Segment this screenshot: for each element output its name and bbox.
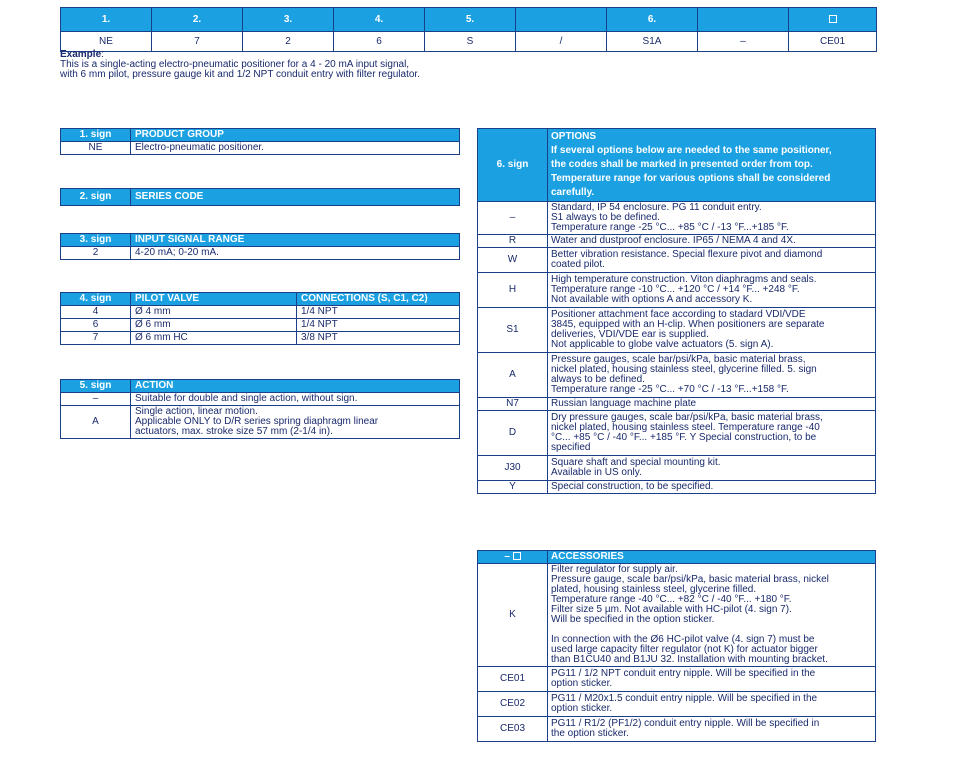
options-title-line: OPTIONS	[551, 131, 597, 142]
table-row	[61, 406, 460, 439]
desc-line: 3845, equipped with an H-clip. When positioners are separate	[551, 319, 825, 330]
code-cell: D	[478, 411, 548, 456]
code-bar-header	[516, 8, 607, 32]
table-row	[61, 142, 460, 155]
table-row	[61, 393, 460, 406]
code-bar-value: S	[425, 32, 516, 52]
desc-line: Better vibration resistance. Special flexure pivot and diamond	[551, 249, 823, 260]
desc-line: Pressure gauge, scale bar/psi/kPa, basic material brass, nickel	[551, 574, 829, 585]
options-title-line: the codes shall be marked in presented order from top.	[551, 159, 813, 170]
desc-line: option sticker.	[551, 678, 613, 689]
code-cell: S1	[478, 308, 548, 353]
code-cell: 2	[61, 247, 131, 260]
code-bar-header: 1.	[61, 8, 152, 32]
desc-line: Russian language machine plate	[551, 398, 697, 409]
code-cell: K	[478, 564, 548, 667]
code-cell: 6	[61, 319, 131, 332]
code-bar-value: S1A	[607, 32, 698, 52]
code-bar-value: –	[698, 32, 789, 52]
code-cell: CE02	[478, 692, 548, 717]
desc-cell	[548, 273, 876, 308]
desc-line: Suitable for double and single action, without sign.	[135, 393, 358, 404]
desc-line: Not applicable to globe valve actuators (5. sign A).	[551, 339, 774, 350]
code-cell: 7	[61, 332, 131, 345]
desc-line: Will be specified in the option sticker.	[551, 614, 715, 625]
code-bar-table	[60, 7, 877, 52]
desc-line: specified	[551, 442, 591, 453]
desc-line: Temperature range -10 °C... +120 °C / +14 °F... +248 °F.	[551, 284, 800, 295]
code-bar-value: NE	[61, 32, 152, 52]
sign4-header	[61, 293, 460, 306]
desc-line: High temperature construction. Viton diaphragms and seals.	[551, 274, 817, 285]
desc-cell: Ø 6 mm	[131, 319, 297, 332]
section-title: PILOT VALVE	[131, 293, 297, 306]
desc-cell	[548, 353, 876, 398]
sign2-table	[60, 188, 460, 206]
options-title-line: Temperature range for various options shall be considered	[551, 173, 831, 184]
code-bar-value: 6	[334, 32, 425, 52]
desc-cell: 4-20 mA; 0-20 mA.	[131, 247, 460, 260]
desc-line: Temperature range -25 °C... +85 °C / -13 °F...+185 °F.	[551, 222, 789, 233]
desc-line: always to be defined.	[551, 374, 645, 385]
desc-cell: Electro-pneumatic positioner.	[131, 142, 460, 155]
desc-line: Water and dustproof enclosure. IP65 / NEMA 4 and 4X.	[551, 235, 796, 246]
desc-line: used large capacity filter regulator (not K) for actuator bigger	[551, 644, 818, 655]
desc-line: Filter regulator for supply air.	[551, 564, 678, 575]
options-table	[477, 128, 876, 494]
sign-label: 4. sign	[61, 293, 131, 306]
sign1-header	[61, 129, 460, 142]
desc-line: °C... +85 °C / -40 °F... +185 °F. Y Special construction, to be	[551, 432, 817, 443]
desc-cell	[548, 692, 876, 717]
sign2-header	[61, 189, 460, 206]
desc-line: PG11 / 1/2 NPT conduit entry nipple. Will be specified in the	[551, 668, 816, 679]
section-title: INPUT SIGNAL RANGE	[131, 234, 460, 247]
desc-cell	[548, 456, 876, 481]
desc-cell: Ø 4 mm	[131, 306, 297, 319]
table-row	[478, 564, 876, 667]
desc-cell	[548, 717, 876, 742]
table-row	[61, 319, 460, 332]
table-row	[61, 306, 460, 319]
conn-cell: 1/4 NPT	[297, 319, 460, 332]
code-bar-value: 7	[152, 32, 243, 52]
desc-cell	[131, 393, 460, 406]
accessories-table	[477, 550, 876, 742]
desc-line: Standard, IP 54 enclosure. PG 11 conduit entry.	[551, 202, 762, 213]
table-row	[478, 248, 876, 273]
desc-line: Special construction, to be specified.	[551, 481, 714, 492]
desc-line: Available in US only.	[551, 467, 642, 478]
desc-line: Temperature range -25 °C... +70 °C / -13 °F...+158 °F.	[551, 384, 789, 395]
desc-line: option sticker.	[551, 703, 613, 714]
sign5-table	[60, 379, 460, 439]
code-bar-header: 4.	[334, 8, 425, 32]
code-cell: J30	[478, 456, 548, 481]
sign-label: 3. sign	[61, 234, 131, 247]
code-cell: 4	[61, 306, 131, 319]
table-row	[478, 353, 876, 398]
section-title: ACTION	[131, 380, 460, 393]
square-icon	[829, 15, 837, 23]
code-cell: Y	[478, 481, 548, 494]
desc-cell	[548, 398, 876, 411]
example-line: This is a single-acting electro-pneumatic positioner for a 4 - 20 mA input signal,	[60, 59, 410, 70]
example-line: with 6 mm pilot, pressure gauge kit and 1/2 NPT conduit entry with filter regulator.	[60, 69, 420, 80]
desc-line: PG11 / M20x1.5 conduit entry nipple. Will be specified in the	[551, 693, 818, 704]
code-bar-value-row	[61, 32, 877, 52]
example-text: Example: This is a single-acting electro-pneumatic positioner for a 4 - 20 mA input signal, with 6 mm pilot, pressure gauge kit and 1/2 NPT conduit entry with filter regulator.	[60, 49, 420, 80]
code-bar-header: 6.	[607, 8, 698, 32]
desc-line: Temperature range -40 °C... +82 °C / -40 °F... +180 °F.	[551, 594, 792, 605]
code-bar-header: 5.	[425, 8, 516, 32]
desc-line: In connection with the Ø6 HC-pilot valve (4. sign 7) must be	[551, 634, 815, 645]
desc-line: actuators, max. stroke size 57 mm (2-1/4 in).	[135, 426, 333, 437]
options-title	[548, 129, 876, 202]
desc-line: PG11 / R1/2 (PF1/2) conduit entry nipple. Will be specified in	[551, 718, 820, 729]
desc-cell	[548, 202, 876, 235]
code-cell: W	[478, 248, 548, 273]
desc-cell: Ø 6 mm HC	[131, 332, 297, 345]
table-row	[478, 717, 876, 742]
table-row	[478, 692, 876, 717]
code-bar-value: 2	[243, 32, 334, 52]
sign3-table	[60, 233, 460, 260]
code-cell: CE03	[478, 717, 548, 742]
conn-cell: 3/8 NPT	[297, 332, 460, 345]
code-bar-header-row	[61, 8, 877, 32]
code-bar-value: /	[516, 32, 607, 52]
table-row	[478, 202, 876, 235]
code-cell: A	[61, 406, 131, 439]
code-cell: NE	[61, 142, 131, 155]
table-row	[478, 398, 876, 411]
desc-line: nickel plated, housing stainless steel, glycerine filled. 5. sign	[551, 364, 817, 375]
table-row	[478, 235, 876, 248]
options-title-line: If several options below are needed to the same positioner,	[551, 145, 832, 156]
section-title: CONNECTIONS (S, C1, C2)	[297, 293, 460, 306]
code-cell: –	[478, 202, 548, 235]
desc-line: deliveries, VDI/VDE ear is supplied.	[551, 329, 709, 340]
code-cell: CE01	[478, 667, 548, 692]
code-bar-value: CE01	[789, 32, 877, 52]
example-label: Example	[60, 49, 102, 60]
desc-cell	[548, 308, 876, 353]
sign-label-dash: –	[504, 551, 510, 562]
desc-line: S1 always to be defined.	[551, 212, 660, 223]
desc-line: plated, housing stainless steel, glycerine filled.	[551, 584, 757, 595]
desc-line: Dry pressure gauges, scale bar/psi/kPa, basic material brass,	[551, 412, 823, 423]
conn-cell: 1/4 NPT	[297, 306, 460, 319]
desc-line: Square shaft and special mounting kit.	[551, 457, 721, 468]
sign-label: 5. sign	[61, 380, 131, 393]
code-bar-header: 2.	[152, 8, 243, 32]
sign1-table	[60, 128, 460, 155]
desc-cell	[548, 564, 876, 667]
desc-line: Not available with options A and accessory K.	[551, 294, 753, 305]
code-cell: A	[478, 353, 548, 398]
table-row	[478, 411, 876, 456]
desc-line: Applicable ONLY to D/R series spring diaphragm linear	[135, 416, 379, 427]
table-row	[478, 456, 876, 481]
table-row	[478, 481, 876, 494]
code-cell: H	[478, 273, 548, 308]
sign3-header	[61, 234, 460, 247]
sign-label: 1. sign	[61, 129, 131, 142]
code-bar-header-accessory	[789, 8, 877, 32]
desc-line: nickel plated, housing stainless steel. Temperature range -40	[551, 422, 820, 433]
options-title-line: carefully.	[551, 187, 595, 198]
code-cell: –	[61, 393, 131, 406]
table-row	[61, 332, 460, 345]
desc-line: Filter size 5 µm. Not available with HC-pilot (4. sign 7).	[551, 604, 792, 615]
code-bar-header: 3.	[243, 8, 334, 32]
desc-cell	[548, 248, 876, 273]
sign-label	[478, 551, 548, 564]
desc-line: coated pilot.	[551, 259, 605, 270]
section-title: SERIES CODE	[131, 189, 460, 206]
sign4-table	[60, 292, 460, 345]
accessories-header	[478, 551, 876, 564]
desc-cell	[548, 667, 876, 692]
section-title: ACCESSORIES	[548, 551, 876, 564]
desc-cell	[548, 235, 876, 248]
table-row	[478, 308, 876, 353]
desc-line: the option sticker.	[551, 728, 629, 739]
table-row	[478, 667, 876, 692]
desc-cell	[548, 411, 876, 456]
sign-label: 6. sign	[478, 129, 548, 202]
code-cell: N7	[478, 398, 548, 411]
desc-line: Pressure gauges, scale bar/psi/kPa, basic material brass,	[551, 354, 806, 365]
square-icon	[513, 552, 521, 560]
code-bar-header	[698, 8, 789, 32]
table-row	[478, 273, 876, 308]
options-header	[478, 129, 876, 202]
desc-line: Positioner attachment face according to stadard VDI/VDE	[551, 309, 806, 320]
desc-cell	[548, 481, 876, 494]
sign5-header	[61, 380, 460, 393]
section-title: PRODUCT GROUP	[131, 129, 460, 142]
desc-line: Single action, linear motion.	[135, 406, 258, 417]
desc-line: than B1CU40 and B1JU 32. Installation with mounting bracket.	[551, 654, 828, 665]
sign-label: 2. sign	[61, 189, 131, 206]
desc-cell	[131, 406, 460, 439]
table-row	[61, 247, 460, 260]
code-cell: R	[478, 235, 548, 248]
